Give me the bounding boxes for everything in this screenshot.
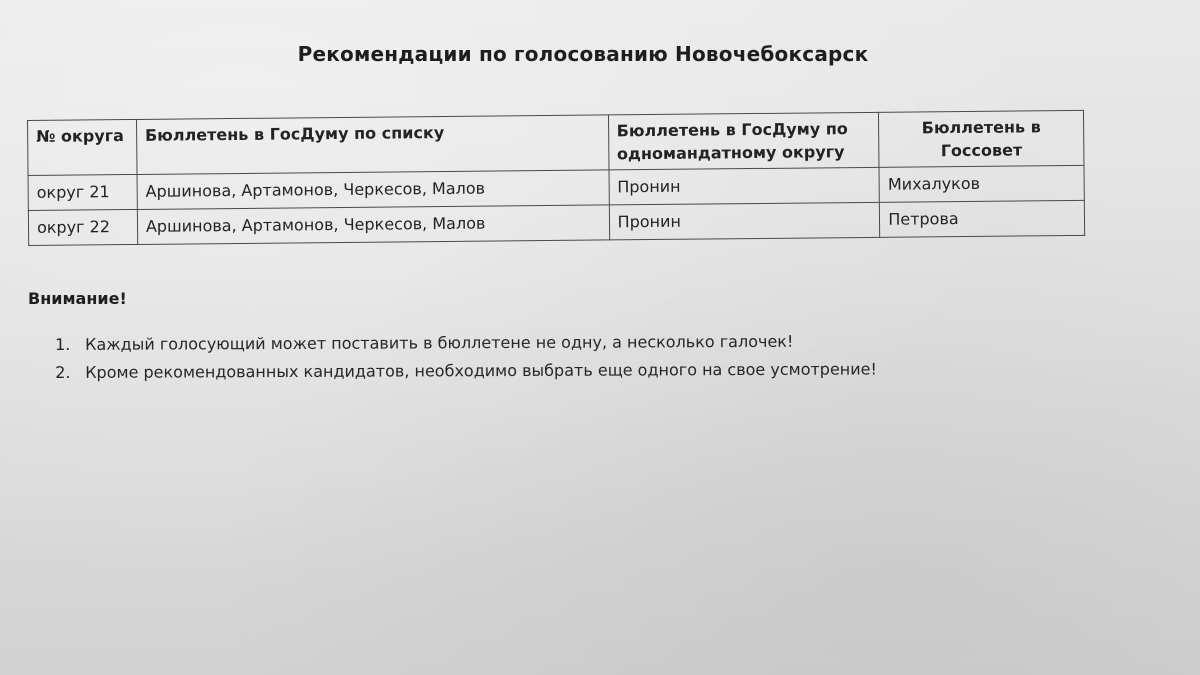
cell-party-list: Аршинова, Артамонов, Черкесов, Малов [137, 170, 609, 210]
cell-single-mandate: Пронин [609, 202, 880, 240]
cell-state-council: Михалуков [879, 165, 1084, 202]
attention-list [55, 328, 877, 388]
list-item-number: 1. [55, 334, 71, 354]
cell-state-council: Петрова [880, 200, 1085, 237]
header-state-council: Бюллетень в Госсовет [879, 110, 1084, 167]
list-item-number: 2. [55, 362, 71, 382]
header-party-list: Бюллетень в ГосДуму по списку [136, 115, 608, 175]
list-item [55, 356, 877, 388]
cell-party-list: Аршинова, Артамонов, Черкесов, Малов [137, 205, 609, 245]
cell-single-mandate: Пронин [609, 167, 880, 205]
cell-district: округ 21 [28, 174, 137, 210]
voting-recommendations-table [27, 110, 1085, 246]
table-header-row [28, 110, 1084, 175]
header-single-mandate: Бюллетень в ГосДуму по одномандатному округу [608, 112, 879, 170]
page-title: Рекомендации по голосованию Новочебоксарск [297, 42, 869, 66]
attention-heading: Внимание! [28, 289, 127, 308]
cell-district: округ 22 [28, 209, 137, 245]
header-district: № округа [28, 119, 137, 175]
list-item [55, 328, 877, 360]
list-item-text: Кроме рекомендованных кандидатов, необходимо выбрать еще одного на свое усмотрение! [85, 359, 877, 382]
list-item-text: Каждый голосующий может поставить в бюллетене не одну, а несколько галочек! [85, 331, 794, 354]
